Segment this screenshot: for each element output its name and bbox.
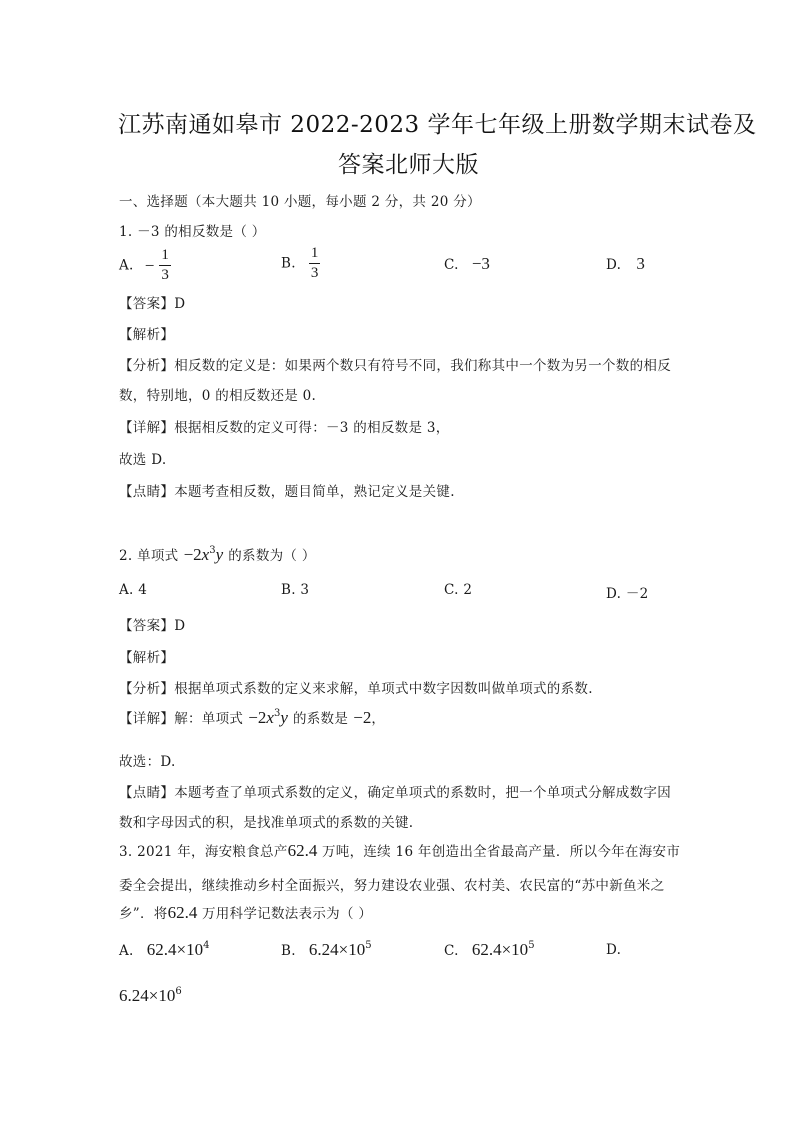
section-heading: 一、选择题（本大题共 10 小题，每小题 2 分，共 20 分） [119,194,481,210]
q1-answer: 【答案】D [119,296,186,312]
q1-option-b-fraction [309,246,321,281]
q3-option-a-base: 62.4×10 [146,940,204,959]
q2-stem-suffix: 的系数为（ ） [228,548,316,564]
q2-expr-x: x [201,545,210,564]
q3-option-b [281,940,372,960]
q2-xiangjie-expr-x: x [266,708,274,727]
q1-option-a-numerator: 1 [159,248,171,266]
q3-option-b-exp: 5 [365,940,372,951]
q1-option-c-value: −3 [471,254,490,273]
q1-xiangjie: 【详解】根据相反数的定义可得：－3 的相反数是 3， [119,420,450,436]
q3-option-d-base: 6.24×10 [119,986,176,1005]
q2-option-c: C. 2 [444,582,473,598]
q2-xiangjie-expr-exp: 3 [273,708,281,719]
q3-line1-b: 万吨，连续 16 年创造出全省最高产量．所以今年在海安市 [317,844,681,860]
q2-expr-coef: −2 [183,545,202,564]
q2-expr-exp: 3 [209,545,216,556]
q1-option-c-label: C. [444,257,459,273]
q2-xiangjie-prefix: 【详解】解：单项式 [119,711,244,727]
q3-option-c [444,940,535,960]
q3-line3-a: 乡”．将 [119,906,168,922]
q2-option-d: D. －2 [606,586,649,602]
q1-guxuan: 故选 D. [119,452,167,468]
q3-line1-num: 62.4 [287,841,318,860]
q2-stem [119,544,316,565]
q1-option-b [281,246,320,281]
q1-fenxi-line-1: 【分析】相反数的定义是：如果两个数只有符号不同，我们称其中一个数为另一个数的相反 [119,358,671,374]
q3-line1-a: 3. 2021 年，海安粮食总产 [119,844,288,860]
q1-option-b-label: B. [281,255,296,272]
q3-option-c-exp: 5 [528,940,535,951]
q2-xiangjie-end: ， [371,711,386,727]
q3-option-c-label: C. [444,943,459,959]
title-line-1: 江苏南通如皋市 2022-2023 学年七年级上册数学期末试卷及 [118,112,757,138]
q2-xiangjie-value: −2 [353,708,372,727]
q2-guxuan: 故选：D. [119,754,176,770]
q2-xiangjie-mid: 的系数是 [292,711,349,727]
q1-option-d-value: 3 [636,254,645,273]
q3-option-a-exp: 4 [203,940,210,951]
q2-stem-prefix: 2. 单项式 [119,548,179,564]
q1-option-b-denominator: 3 [310,265,319,281]
q3-stem-line-2: 委全会提出，继续推动乡村全面振兴，努力建设农业强、农村美、农民富的“苏中新鱼米之 [119,878,665,894]
q2-option-b: B. 3 [281,582,310,598]
q2-xiangjie-expr-coef: −2 [248,708,267,727]
q1-option-a-sign: − [144,255,155,275]
q3-line3-b: 万用科学记数法表示为（ ） [197,906,373,922]
q2-expr-y: y [215,545,224,564]
q1-option-a [119,248,171,283]
q3-option-c-base: 62.4×10 [471,940,529,959]
q1-option-b-numerator: 1 [309,246,321,264]
q3-option-d [119,986,182,1006]
q1-option-a-denominator: 3 [161,267,169,283]
q3-option-d-label: D. [606,942,622,958]
q1-dianjing: 【点睛】本题考查相反数，题目简单，熟记定义是关键. [119,484,455,500]
title-line-2: 答案北师大版 [338,152,479,178]
q1-option-a-fraction [159,248,171,283]
q3-stem-line-3 [119,902,372,923]
q3-stem-line-1 [119,840,680,861]
q2-analysis-heading: 【解析】 [119,650,175,666]
q3-option-a [119,940,209,960]
q1-option-c [444,254,490,274]
q1-option-d [606,254,645,274]
q2-xiangjie [119,707,385,728]
q3-option-b-label: B. [281,943,296,959]
q1-option-a-label: A. [119,257,134,274]
q3-option-d-exp: 6 [175,986,182,997]
q2-dianjing-line-2: 数和字母因式的积，是找准单项式的系数的关键. [119,815,414,831]
q1-stem: 1. －3 的相反数是（ ） [119,224,266,240]
q3-option-b-base: 6.24×10 [308,940,366,959]
q2-fenxi: 【分析】根据单项式系数的定义来求解，单项式中数字因数叫做单项式的系数. [119,681,593,697]
q2-dianjing-line-1: 【点睛】本题考查了单项式系数的定义，确定单项式的系数时，把一个单项式分解成数字因 [119,785,671,801]
q1-analysis-heading: 【解析】 [119,327,175,343]
q3-line3-num: 62.4 [167,903,198,922]
q3-option-a-label: A. [119,943,134,959]
q2-option-a: A. 4 [119,582,148,598]
q1-option-d-label: D. [606,257,622,273]
q2-answer: 【答案】D [119,618,186,634]
q2-xiangjie-expr-y: y [280,708,288,727]
q1-fenxi-line-2: 数，特别地，0 的相反数还是 0. [119,388,317,404]
